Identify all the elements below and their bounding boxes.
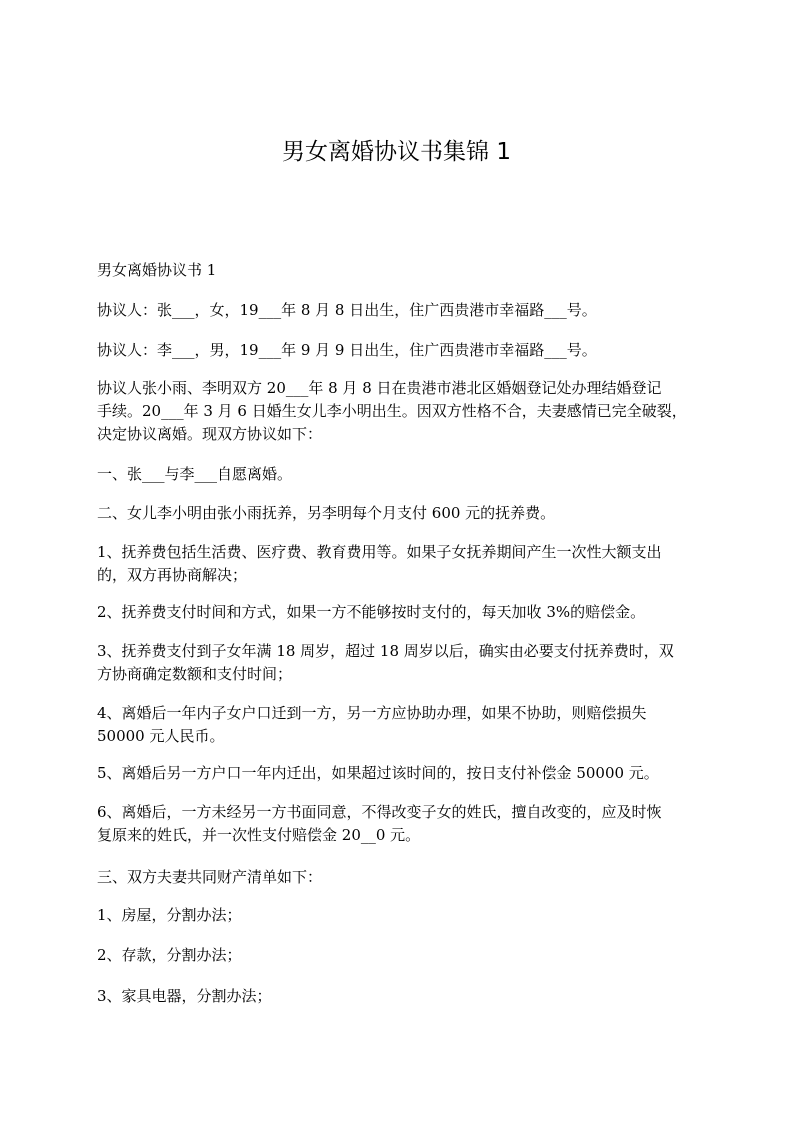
text-line: 5、离婚后另一方户口一年内迁出，如果超过该时间的，按日支付补偿金 50000 元。 — [97, 764, 659, 782]
text-line: 50000 元人民币。 — [97, 727, 225, 745]
text-line: 方协商确定数额和支付时间； — [97, 665, 293, 683]
clause-2 — [97, 502, 707, 525]
text-line: 三、双方夫妻共同财产清单如下： — [97, 868, 323, 886]
document-title: 男女离婚协议书集锦 1 — [282, 139, 511, 165]
clause-3-item-2 — [97, 944, 707, 967]
text-line: 3、家具电器，分割办法； — [97, 987, 272, 1005]
marriage-background — [97, 377, 707, 446]
text-line: 决定协议离婚。现双方协议如下： — [97, 425, 323, 443]
text-line: 手续。20___年 3 月 6 日婚生女儿李小明出生。因双方性格不合，夫妻感情已完全破裂， — [97, 402, 687, 420]
text-line: 1、抚养费包括生活费、医疗费、教育费用等。如果子女抚养期间产生一次性大额支出 — [97, 543, 662, 561]
text-line: 的，双方再协商解决； — [97, 566, 248, 584]
clause-1 — [97, 463, 707, 486]
text-line: 2、存款，分割办法； — [97, 946, 242, 964]
clause-2-item-2 — [97, 601, 707, 624]
clause-3-item-1 — [97, 904, 707, 927]
text-line: 6、离婚后，一方未经另一方书面同意，不得改变子女的姓氏，擅自改变的，应及时恢 — [97, 803, 662, 821]
text-line: 4、离婚后一年内子女户口迁到一方，另一方应协助办理，如果不协助，则赔偿损失 — [97, 704, 647, 722]
clause-2-item-3 — [97, 640, 707, 686]
text-line: 二、女儿李小明由张小雨抚养，另李明每个月支付 600 元的抚养费。 — [97, 504, 556, 522]
clause-3-item-3 — [97, 985, 707, 1008]
party-b-info — [97, 339, 707, 362]
clause-2-item-4 — [97, 702, 707, 748]
party-a-info — [97, 299, 707, 322]
text-line: 男女离婚协议书 1 — [97, 261, 217, 279]
text-line: 协议人张小雨、李明双方 20___年 8 月 8 日在贵港市港北区婚姻登记处办理结婚登记 — [97, 379, 662, 397]
text-line: 1、房屋，分割办法； — [97, 906, 242, 924]
clause-2-item-6 — [97, 801, 707, 847]
clause-3 — [97, 866, 707, 889]
clause-2-item-5 — [97, 762, 707, 785]
text-line: 协议人：李___，男，19___年 9 月 9 日出生，住广西贵港市幸福路___号。 — [97, 341, 597, 359]
clause-2-item-1 — [97, 541, 707, 587]
section-heading — [97, 259, 707, 282]
text-line: 3、抚养费支付到子女年满 18 周岁，超过 18 周岁以后，确实由必要支付抚养费时，双 — [97, 642, 674, 660]
text-line: 协议人：张___，女，19___年 8 月 8 日出生，住广西贵港市幸福路___号。 — [97, 301, 597, 319]
text-line: 2、抚养费支付时间和方式，如果一方不能够按时支付的，每天加收 3%的赔偿金。 — [97, 603, 646, 621]
text-line: 复原来的姓氏，并一次性支付赔偿金 20__0 元。 — [97, 826, 421, 844]
text-line: 一、张___与李___自愿离婚。 — [97, 465, 293, 483]
